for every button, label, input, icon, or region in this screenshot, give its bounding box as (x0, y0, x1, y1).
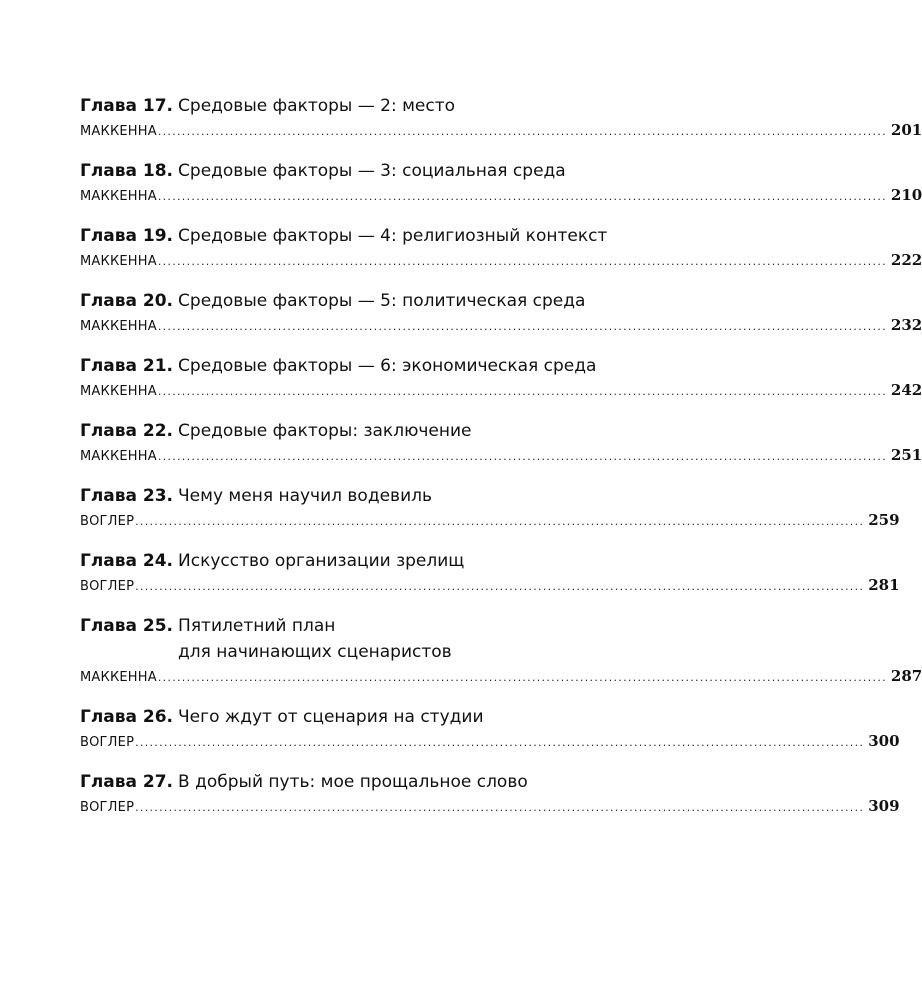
toc-entry[interactable] (80, 548, 900, 600)
chapter-heading (80, 353, 597, 379)
chapter-title: Средовые факторы — 3: социальная среда (178, 161, 566, 181)
author-row (80, 732, 900, 756)
dot-leader: ........................................................................................................................................................ (157, 320, 887, 333)
chapter-author: ВОГЛЕР (80, 800, 135, 815)
chapter-author: ВОГЛЕР (80, 514, 135, 529)
toc-entry[interactable] (80, 158, 922, 210)
page-number: 259 (868, 511, 900, 529)
dot-leader: ........................................................................................................................................................ (157, 255, 887, 268)
toc-entry[interactable] (80, 223, 922, 275)
author-row (80, 381, 922, 405)
toc-entry[interactable] (80, 353, 922, 405)
chapter-heading (80, 483, 594, 509)
page-number: 281 (868, 576, 900, 594)
chapter-author: МАККЕННА (80, 670, 157, 685)
author-row (80, 511, 900, 535)
dot-leader: ........................................................................................................................................................ (157, 671, 887, 684)
chapter-number: Глава 21. (80, 356, 174, 376)
chapter-heading (80, 158, 594, 184)
chapter-number: Глава 17. (80, 96, 174, 116)
dot-leader: ........................................................................................................................................................ (135, 580, 865, 593)
chapter-author: МАККЕННА (80, 319, 157, 334)
chapter-author: ВОГЛЕР (80, 735, 135, 750)
author-row (80, 121, 922, 145)
toc-entry[interactable] (80, 704, 900, 756)
author-row (80, 316, 922, 340)
dot-leader: ........................................................................................................................................................ (157, 190, 887, 203)
author-row (80, 797, 900, 821)
page-number: 309 (868, 797, 900, 815)
page-number: 251 (890, 446, 922, 464)
page-number: 201 (890, 121, 922, 139)
chapter-heading (80, 223, 608, 249)
page-number: 210 (890, 186, 922, 204)
chapter-number: Глава 18. (80, 161, 174, 181)
chapter-title: В добрый путь: мое прощальное слово (178, 772, 528, 792)
chapter-heading (80, 704, 594, 730)
dot-leader: ........................................................................................................................................................ (135, 515, 865, 528)
toc-entry[interactable] (80, 418, 922, 470)
page-number: 300 (868, 732, 900, 750)
chapter-number: Глава 23. (80, 486, 174, 506)
toc-entry[interactable] (80, 769, 900, 821)
chapter-title: Средовые факторы — 6: экономическая среда (178, 356, 597, 376)
chapter-heading (80, 288, 594, 314)
chapter-title: Средовые факторы — 5: политическая среда (178, 291, 586, 311)
chapter-heading (80, 418, 594, 444)
chapter-heading (80, 548, 594, 574)
chapter-heading (80, 769, 594, 795)
chapter-number: Глава 22. (80, 421, 174, 441)
chapter-title: Средовые факторы: заключение (178, 421, 472, 441)
chapter-number: Глава 24. (80, 551, 174, 571)
author-row (80, 186, 922, 210)
chapter-title: Средовые факторы — 4: религиозный контекст (178, 226, 608, 246)
chapter-title: Чего ждут от сценария на студии (178, 707, 484, 727)
chapter-author: МАККЕННА (80, 254, 157, 269)
dot-leader: ........................................................................................................................................................ (135, 801, 865, 814)
chapter-number: Глава 25. (80, 616, 174, 636)
page-number: 222 (890, 251, 922, 269)
author-row (80, 576, 900, 600)
dot-leader: ........................................................................................................................................................ (135, 736, 865, 749)
author-row (80, 667, 922, 691)
chapter-author: МАККЕННА (80, 189, 157, 204)
author-row (80, 446, 922, 470)
chapter-author: МАККЕННА (80, 449, 157, 464)
chapter-author: МАККЕННА (80, 384, 157, 399)
chapter-heading (80, 613, 594, 665)
page-number: 242 (890, 381, 922, 399)
chapter-title: Средовые факторы — 2: место (178, 96, 456, 116)
toc-entry[interactable] (80, 483, 900, 535)
dot-leader: ........................................................................................................................................................ (157, 385, 887, 398)
toc-entry[interactable] (80, 93, 922, 145)
dot-leader: ........................................................................................................................................................ (157, 125, 887, 138)
author-row (80, 251, 922, 275)
chapter-title: для начинающих сценаристов (178, 642, 452, 662)
chapter-title: Искусство организации зрелищ (178, 551, 465, 571)
chapter-title: Чему меня научил водевиль (178, 486, 433, 506)
toc-entry[interactable] (80, 288, 922, 340)
chapter-heading (80, 93, 594, 119)
chapter-number: Глава 19. (80, 226, 174, 246)
page-number: 287 (890, 667, 922, 685)
dot-leader: ........................................................................................................................................................ (157, 450, 887, 463)
chapter-title: Пятилетний план (178, 616, 336, 636)
chapter-number: Глава 27. (80, 772, 174, 792)
chapter-author: МАККЕННА (80, 124, 157, 139)
toc-entry[interactable] (80, 613, 922, 691)
chapter-author: ВОГЛЕР (80, 579, 135, 594)
table-of-contents (80, 93, 922, 834)
chapter-number: Глава 26. (80, 707, 174, 727)
page-number: 232 (890, 316, 922, 334)
chapter-number: Глава 20. (80, 291, 174, 311)
